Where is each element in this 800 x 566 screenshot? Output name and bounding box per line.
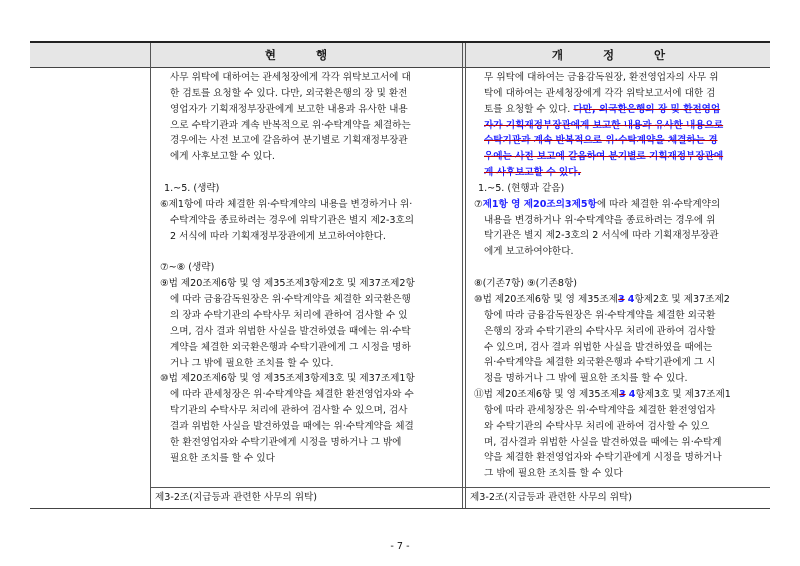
current-items-1-5: 1.~5. (생략): [164, 183, 220, 195]
current-para9-line: 에 따라 금융감독원장은 위·수탁계약을 체결한 외국환은행: [170, 294, 411, 306]
current-intro: [160, 70, 460, 165]
current-para10-line: 탁기관의 수탁사무 처리에 관하여 검사할 수 있으며, 검사: [170, 405, 408, 417]
deleted-text: 3: [618, 293, 625, 305]
revised-para7-line: [474, 197, 768, 213]
current-para10-line: 한 환전영업자와 수탁기관에게 시정을 명하거나 그 밖에: [170, 436, 402, 448]
current-para10-line: 에 따라 관세청장은 위·수탁계약을 체결한 환전영업자와 수: [170, 389, 414, 401]
revised-para11-line: [474, 387, 768, 403]
revised-para10-line: 수 있으며, 검사 결과 위법한 사실을 발견하였을 때에는: [484, 341, 713, 353]
revised-para11-line: 그 밖에 필요한 조치를 할 수 있다: [484, 468, 623, 480]
current-para-7-8: ⑦~⑧ (생략): [160, 262, 215, 274]
header-revised: 개 정 안: [551, 48, 684, 62]
deleted-text: 게 사후보고할 수 있다.: [484, 167, 582, 179]
current-para10-line: 필요한 조치를 할 수 있다: [170, 452, 275, 464]
current-para6-line: 2 서식에 따라 기획재정부장관에게 보고하여야한다.: [170, 230, 386, 242]
para-mark: ⑪: [474, 389, 484, 401]
revised-para7-line: 에게 보고하여야한다.: [484, 246, 574, 258]
table-bottom-rule: [30, 508, 770, 509]
revised-para-10: [474, 292, 768, 387]
current-para-9: [160, 276, 460, 371]
current-para6-line: 수탁계약을 종료하려는 경우에 위탁기관은 별지 제2-3호의: [170, 214, 415, 226]
current-para9-line: 으며, 검사 결과 위법한 사실을 발견하였을 때에는 위·수탁: [170, 325, 411, 337]
revised-intro-line: [484, 102, 768, 118]
column-divider-middle: [462, 43, 463, 508]
current-para9-line: 거나 그 밖에 필요한 조치를 할 수 있다.: [170, 357, 334, 369]
deleted-text: 수탁기관과 계속 반복적으로 위·수탁계약을 체결하는 경: [484, 135, 718, 147]
revised-para10-line: 은행의 장과 수탁기관의 수탁사무 처리에 관하여 검사할: [484, 325, 716, 337]
revised-article-heading: 제3-2조(지급등과 관련한 사무의 위탁): [470, 492, 633, 503]
revised-para11-line: 항에 따라 관세청장은 위·수탁계약을 체결한 환전영업자: [484, 404, 716, 416]
article-row-separator: [150, 487, 770, 488]
current-intro-line: 영업자가 기획재정부장관에게 보고한 내용과 유사한 내용: [170, 103, 408, 115]
revised-para11-line: 약을 체결한 환전영업자와 수탁기관에게 시정을 명하거나: [484, 452, 722, 464]
revised-para10-line: [474, 292, 768, 308]
inserted-text: 4: [627, 293, 635, 305]
deleted-text: 자가 기획재정부장관에게 보고한 내용과 유사한 내용으로: [484, 119, 724, 131]
revised-items-1-5: 1.~5. (현행과 같음): [478, 182, 565, 194]
current-para9-line: 의 장과 수탁기관의 수탁사무 처리에 관하여 검사할 수 있: [170, 309, 408, 321]
revised-para11-line: 며, 검사결과 위법한 사실을 발견하였을 때에는 위·수탁계: [484, 436, 722, 448]
revised-intro-text: 토를 요청할 수 있다.: [484, 103, 571, 115]
revised-para10-line: 정을 명하거나 그 밖에 필요한 조치를 할 수 있다.: [484, 373, 688, 385]
revised-para7-text: 에 따라 체결한 위·수탁계약의: [596, 198, 721, 210]
revised-para10-text: 항제2호 및 제37조제2: [634, 293, 730, 305]
current-article-heading: 제3-2조(지급등과 관련한 사무의 위탁): [155, 492, 318, 503]
deleted-text: 3: [619, 389, 626, 401]
revised-para11-line: 와 수탁기관의 수탁사무 처리에 관하여 검사할 수 있으: [484, 420, 710, 432]
revised-para10-line: 항에 따라 금융감독원장은 위·수탁계약을 체결한 외국환: [484, 309, 716, 321]
inserted-text: 4: [628, 389, 636, 401]
current-para6-line: ⑥제1항에 따라 체결한 위·수탁계약의 내용을 변경하거나 위·: [160, 198, 413, 210]
current-intro-line: 으로 수탁기관과 계속 반복적으로 위·수탁계약을 체결하는: [170, 119, 411, 131]
revised-intro-line: 무 위탁에 대하여는 금융감독원장, 환전영업자의 사무 위: [484, 72, 719, 83]
revised-para-11: [474, 387, 768, 482]
page-number: - 7 -: [390, 541, 410, 552]
revised-para11-text: 법 제20조제6항 및 영 제35조제: [483, 389, 619, 401]
revised-para10-text: 법 제20조제6항 및 영 제35조제: [482, 293, 619, 305]
revised-para7-line: 탁기관은 별지 제2-3호의 2 서식에 따라 기획재정부장관: [484, 230, 719, 242]
current-para-6: [160, 197, 460, 245]
current-intro-line: 사무 위탁에 대하여는 관세청장에게 각각 위탁보고서에 대: [170, 72, 411, 83]
para-mark: ⑩: [474, 293, 483, 305]
revised-para11-text: 항제3호 및 제37조제1: [635, 389, 731, 401]
current-intro-line: 경우에는 사전 보고에 갈음하여 분기별로 기획재정부장관: [170, 135, 408, 147]
current-intro-line: 에게 사후보고할 수 있다.: [170, 151, 275, 163]
current-para-10: [160, 371, 460, 466]
deleted-text: 다만, 외국환은행의 장 및 환전영업: [573, 103, 721, 115]
revised-column: [474, 70, 768, 482]
current-intro-line: 한 검토를 요청할 수 있다. 다만, 외국환은행의 장 및 환전: [170, 87, 408, 99]
current-column: [160, 70, 460, 466]
current-para9-line: ⑨법 제20조제6항 및 영 제35조제3항제2호 및 제37조제2항: [160, 278, 415, 290]
revised-para10-line: 위·수탁계약을 체결한 외국환은행과 수탁기관에게 그 시: [484, 357, 716, 369]
column-divider-middle-2: [465, 43, 466, 508]
column-divider-left: [150, 43, 151, 508]
revised-para-8-9: ⑧(기존7항) ⑨(기존8항): [474, 278, 578, 290]
revised-para7-line: 내용을 변경하거나 위·수탁계약을 종료하려는 경우에 위: [484, 214, 716, 226]
current-para10-line: 결과 위법한 사실을 발견하였을 때에는 위·수탁계약을 체결: [170, 420, 414, 432]
para-mark: ⑦: [474, 198, 483, 210]
current-para10-line: ⑩법 제20조제6항 및 영 제35조제3항제3호 및 제37조제1항: [160, 373, 415, 385]
revised-intro: [474, 70, 768, 181]
current-para9-line: 계약을 체결한 외국환은행과 수탁기관에게 그 시정을 명하: [170, 341, 411, 353]
revised-intro-line: 탁에 대하여는 관세청장에게 각각 위탁보고서에 대한 검: [484, 87, 716, 99]
revised-para-7: [474, 197, 768, 260]
inserted-text: 제1항 영 제20조의3제5항: [482, 198, 597, 210]
deleted-text: 우에는 사전 보고에 갈음하여 분기별로 기획재정부장관에: [484, 151, 724, 163]
header-current: 현 행: [264, 48, 346, 62]
